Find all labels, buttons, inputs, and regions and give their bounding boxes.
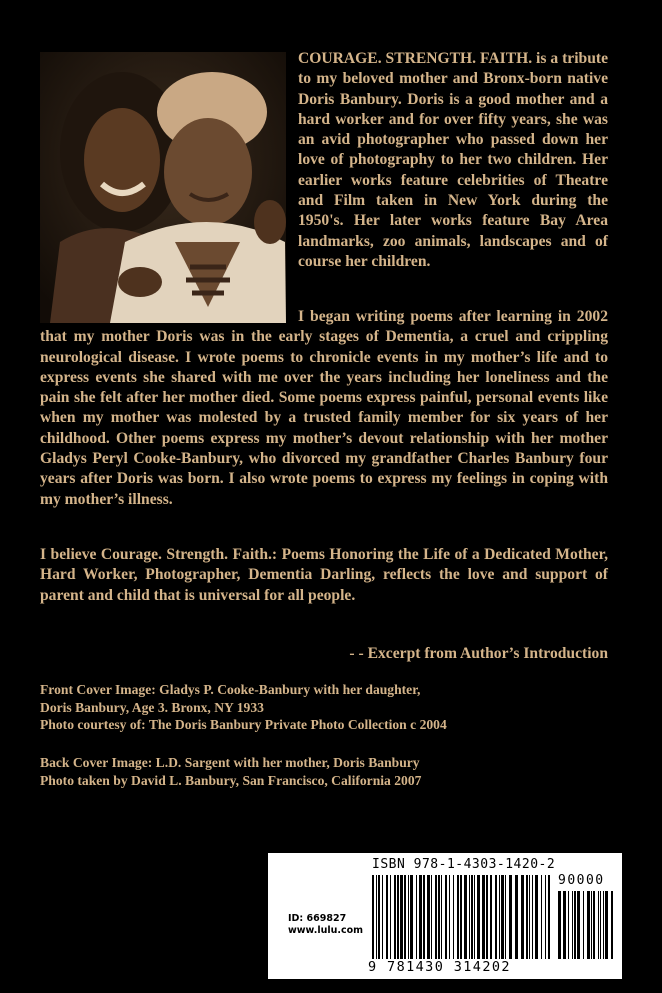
- barcode-bar: [572, 891, 573, 959]
- barcode-bar: [593, 891, 595, 959]
- barcode-bar: [372, 875, 374, 959]
- barcode-bar: [583, 891, 584, 959]
- front-cover-credits: [40, 681, 447, 734]
- barcode-bar: [603, 891, 604, 959]
- intro-paragraph-2: I began writing poems after learning in 2002 that my mother Doris was in the early stages of Dementia, a cruel and crippling neurological disease. I wrote poems to chronicle events in my mother’s life and to express events she shared with me over the years including her loneliness and the pain she felt after her mother died. Some poems express painful, personal events like when my mother was molested by a trusted family member for six years of her childhood. Other poems express my mother’s devout relationship with her mother Gladys Peryl Cooke-Banbury, who divorced my grandfather Charles Banbury four years after Doris was born. I also wrote poems to express my feelings in coping with my mother’s illness.: [40, 308, 608, 508]
- barcode-bar: [482, 875, 485, 959]
- credit-line: Photo taken by David L. Banbury, San Francisco, California 2007: [40, 772, 422, 788]
- barcode-bar: [427, 875, 430, 959]
- barcode-addon-bars: [558, 891, 616, 959]
- barcode-bar: [600, 891, 601, 959]
- barcode-bar: [474, 875, 475, 959]
- credit-line: Doris Banbury, Age 3. Bronx, NY 1933: [40, 699, 264, 715]
- barcode-bar: [545, 875, 546, 959]
- barcode-bar: [390, 875, 391, 959]
- barcode-box: [268, 853, 622, 979]
- barcode-bar: [408, 875, 409, 959]
- barcode-digits: 9 781430 314202: [368, 959, 511, 975]
- credit-line: Back Cover Image: L.D. Sargent with her mother, Doris Banbury: [40, 755, 420, 770]
- barcode-bar: [509, 875, 512, 959]
- barcode-bar: [577, 891, 580, 959]
- barcode-bar: [501, 875, 504, 959]
- barcode-bar: [378, 875, 380, 959]
- barcode-bar: [529, 875, 530, 959]
- barcode-bar: [532, 875, 533, 959]
- barcode-bar: [521, 875, 524, 959]
- barcode-bar: [453, 875, 454, 959]
- barcode-bar: [598, 891, 599, 959]
- barcode-bar: [548, 875, 550, 959]
- barcode-bar: [587, 891, 590, 959]
- barcode-bar: [495, 875, 497, 959]
- barcode-bar: [441, 875, 442, 959]
- barcode-bar: [438, 875, 440, 959]
- isbn-label: ISBN 978-1-4303-1420-2: [372, 857, 556, 872]
- barcode-bar: [471, 875, 473, 959]
- barcode-bar: [464, 875, 467, 959]
- barcode-bar: [394, 875, 396, 959]
- credit-line: Photo courtesy of: The Doris Banbury Private Photo Collection c 2004: [40, 717, 447, 732]
- barcode-bar: [460, 875, 462, 959]
- barcode-bar: [541, 875, 542, 959]
- barcode-bar: [419, 875, 422, 959]
- author-photo: [40, 52, 286, 323]
- barcode-bar: [404, 875, 406, 959]
- barcode-bar: [477, 875, 480, 959]
- barcode-bar: [563, 891, 566, 959]
- barcode-bar: [469, 875, 470, 959]
- barcode-bar: [505, 875, 506, 959]
- barcode-bar: [499, 875, 500, 959]
- publisher-id: ID: 669827: [288, 913, 347, 924]
- barcode-bar: [423, 875, 425, 959]
- excerpt-attribution: - - Excerpt from Author’s Introduction: [349, 645, 608, 662]
- barcode-bar: [605, 891, 608, 959]
- barcode-bar: [515, 875, 518, 959]
- barcode-bars: [372, 875, 552, 959]
- barcode-bar: [382, 875, 383, 959]
- barcode-addon: 90000: [558, 873, 605, 888]
- barcode-bar: [535, 875, 538, 959]
- publisher-url: www.lulu.com: [288, 925, 364, 936]
- barcode-bar: [457, 875, 459, 959]
- barcode-bar: [611, 891, 613, 959]
- barcode-bar: [591, 891, 592, 959]
- barcode-bar: [416, 875, 417, 959]
- barcode-bar: [445, 875, 447, 959]
- barcode-bar: [397, 875, 399, 959]
- barcode-bar: [376, 875, 377, 959]
- barcode-bar: [435, 875, 437, 959]
- back-cover-credits: [40, 754, 421, 789]
- intro-paragraph-1: COURAGE. STRENGTH. FAITH. is a tribute to my beloved mother and Bronx-born native Doris Banbury. Doris is a good mother and a hard worker and for over fifty years, she was an avid photographer who passed down her love of photography to her two children. Her earlier works feature celebrities of Theatre and Film taken in New York during the 1950's. Her later works feature Bay Area landmarks, zoo animals, landscapes and of course her children.: [298, 50, 608, 270]
- barcode-bar: [558, 891, 561, 959]
- barcode-bar: [490, 875, 492, 959]
- publisher-id-block: [288, 913, 363, 937]
- barcode-bar: [526, 875, 528, 959]
- barcode-bar: [431, 875, 432, 959]
- barcode-bar: [410, 875, 413, 959]
- intro-paragraph-3: I believe Courage. Strength. Faith.: Poems Honoring the Life of a Dedicated Mother, Hard Worker, Photographer, Dementia Darling, reflects the love and support of parent and child that is universal for all people.: [40, 546, 608, 604]
- barcode-bar: [574, 891, 576, 959]
- barcode-bar: [449, 875, 450, 959]
- barcode-bar: [486, 875, 488, 959]
- barcode-bar: [400, 875, 403, 959]
- credit-line: Front Cover Image: Gladys P. Cooke-Banbury with her daughter,: [40, 682, 421, 697]
- barcode-bar: [568, 891, 569, 959]
- barcode-bar: [386, 875, 388, 959]
